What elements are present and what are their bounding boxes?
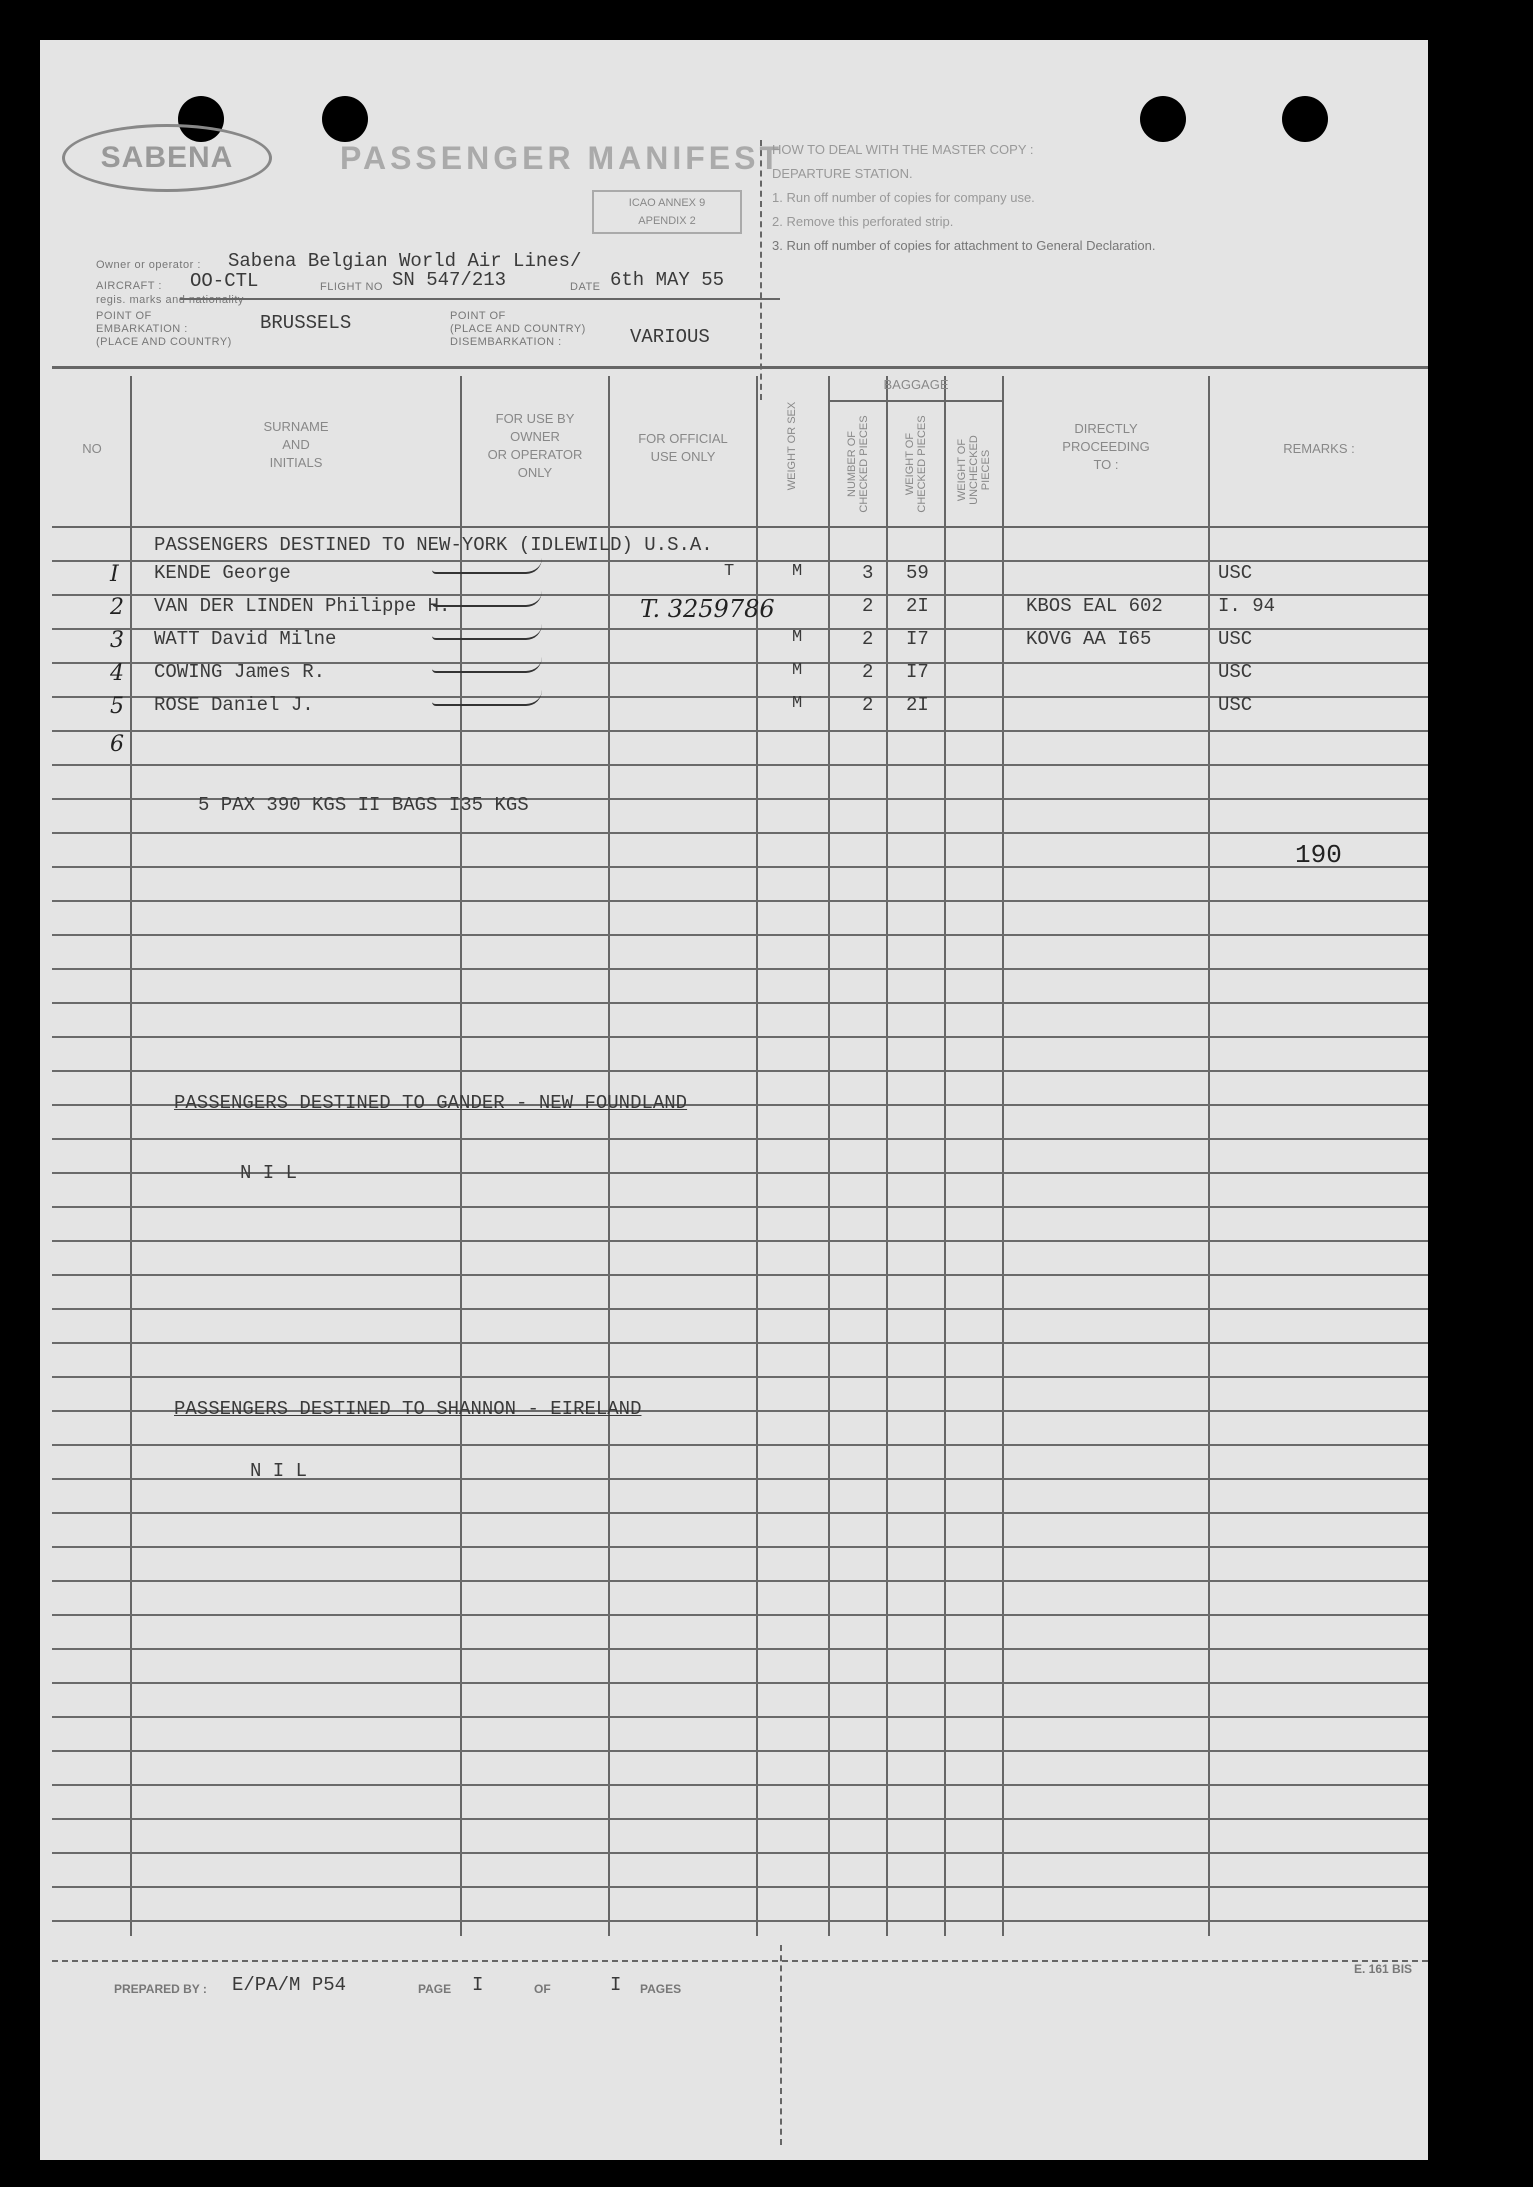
ruled-line (52, 1648, 1428, 1650)
col-proceeding-line: TO : (1093, 457, 1119, 472)
of-label: OF (534, 1982, 551, 1996)
passenger-name: WATT David Milne (154, 628, 337, 650)
checked-pieces: 2 (862, 661, 874, 683)
row-number: 4 (110, 661, 124, 686)
flight-label: FLIGHT NO (320, 281, 383, 293)
col-official-use (610, 430, 756, 466)
prepared-value: E/PA/M P54 (232, 1974, 347, 1996)
col-surname-line: AND (282, 437, 310, 452)
punch-hole (322, 96, 368, 142)
embark-label: (PLACE AND COUNTRY) (96, 336, 232, 348)
pen-check-mark (432, 657, 542, 673)
instructions (772, 138, 1155, 258)
instruction-item: 1. Run off number of copies for company use. (772, 190, 1035, 205)
ruled-line (52, 1716, 1428, 1718)
embark-label: POINT OF (96, 310, 152, 322)
ruled-line (52, 1750, 1428, 1752)
official-use: T (724, 562, 735, 581)
ruled-line (52, 1444, 1428, 1446)
ruled-line (52, 1614, 1428, 1616)
ruled-line (52, 1818, 1428, 1820)
pen-check-mark (432, 690, 542, 706)
instruction-item: 3. Run off number of copies for attachment to General Declaration. (772, 238, 1156, 253)
row-number: 5 (110, 694, 124, 719)
remarks-cell: USC (1218, 694, 1253, 716)
pen-check-mark (432, 624, 542, 640)
col-owner-use (462, 410, 608, 482)
sabena-logo: SABENA (62, 124, 272, 192)
col-proceeding-line: DIRECTLY (1074, 421, 1138, 436)
remarks-cell: USC (1218, 661, 1253, 683)
column-divider (130, 376, 132, 1936)
row-number: 3 (110, 628, 124, 653)
ruled-line (52, 1546, 1428, 1548)
punch-hole (1140, 96, 1186, 142)
annex-line-2: APENDIX 2 (638, 215, 696, 227)
ruled-line (52, 968, 1428, 970)
totals-line: 5 PAX 390 KGS II BAGS I35 KGS (198, 794, 529, 816)
remarks-cell: USC (1218, 562, 1253, 584)
owner-label: Owner or operator : (96, 259, 201, 271)
punch-hole (1282, 96, 1328, 142)
pen-check-mark (432, 558, 542, 574)
proceeding-to: KBOS EAL 602 (1026, 595, 1163, 617)
col-remarks: REMARKS : (1283, 441, 1355, 456)
disembark-label: (PLACE AND COUNTRY) (450, 323, 586, 335)
disembark-label: POINT OF (450, 310, 506, 322)
ruled-line (52, 1036, 1428, 1038)
ruled-line (52, 1138, 1428, 1140)
divider (180, 298, 780, 300)
table-top-border (52, 366, 1428, 369)
passenger-name: VAN DER LINDEN Philippe H. (154, 595, 451, 617)
flight-value: SN 547/213 (392, 269, 507, 291)
sex-cell: M (792, 694, 803, 713)
col-checked-weight: WEIGHT OF CHECKED PIECES (904, 415, 928, 513)
col-surname (132, 418, 460, 472)
ruled-line (52, 1376, 1428, 1378)
section-heading-newyork: PASSENGERS DESTINED TO NEW-YORK (IDLEWILD) U.S.A. (154, 534, 713, 556)
embark-label: EMBARKATION : (96, 323, 188, 335)
official-use: T. 3259786 (640, 595, 775, 623)
ruled-line (52, 1886, 1428, 1888)
proceeding-to: KOVG AA I65 (1026, 628, 1152, 650)
col-owner-line: OWNER (510, 429, 560, 444)
ruled-line (52, 1240, 1428, 1242)
date-label: DATE (570, 281, 601, 293)
annex-line-1: ICAO ANNEX 9 (628, 197, 706, 209)
of-value: I (610, 1974, 622, 1996)
col-unchecked-weight: WEIGHT OF UNCHECKED PIECES (956, 435, 992, 505)
col-sex: WEIGHT OR SEX (786, 401, 798, 491)
bottom-perforation (780, 1945, 782, 2145)
instructions-title: HOW TO DEAL WITH THE MASTER COPY : (772, 142, 1034, 157)
ruled-line (52, 1784, 1428, 1786)
checked-weight: 2I (906, 694, 929, 716)
ruled-line (52, 1920, 1428, 1922)
col-baggage: BAGGAGE (883, 377, 949, 392)
checked-pieces: 2 (862, 628, 874, 650)
page-title: PASSENGER MANIFEST (340, 140, 783, 176)
checked-pieces: 2 (862, 595, 874, 617)
ruled-line (52, 1002, 1428, 1004)
ruled-line (52, 1274, 1428, 1276)
footer-perforation (52, 1960, 1428, 1962)
ruled-line (52, 1342, 1428, 1344)
perforation (760, 140, 762, 400)
col-no: NO (82, 441, 102, 456)
section-heading-gander: PASSENGERS DESTINED TO GANDER - NEW FOUNDLAND (174, 1092, 688, 1114)
row-number: I (110, 562, 119, 587)
form-code: E. 161 BIS (1354, 1962, 1413, 1976)
passenger-name: KENDE George (154, 562, 291, 584)
row-number: 6 (110, 732, 124, 757)
ruled-line (52, 1512, 1428, 1514)
ruled-line (52, 900, 1428, 902)
regis-label: regis. marks and nationality (96, 294, 244, 306)
passenger-name: ROSE Daniel J. (154, 694, 314, 716)
col-owner-line: FOR USE BY (495, 411, 575, 426)
ruled-line (52, 1206, 1428, 1208)
margin-number: 190 (1295, 840, 1342, 870)
column-divider (1002, 376, 1004, 1936)
ruled-line (52, 832, 1428, 834)
aircraft-label: AIRCRAFT : (96, 280, 162, 292)
ruled-line (52, 764, 1428, 766)
row-number: 2 (110, 595, 124, 620)
ruled-line (52, 730, 1428, 732)
ruled-line (52, 1682, 1428, 1684)
ruled-line (52, 1308, 1428, 1310)
col-official-line: USE ONLY (650, 449, 716, 464)
checked-pieces: 3 (862, 562, 874, 584)
passenger-name: COWING James R. (154, 661, 326, 683)
baggage-divider (828, 400, 1002, 402)
owner-value: Sabena Belgian World Air Lines/ (228, 250, 582, 272)
col-proceeding-line: PROCEEDING (1062, 439, 1150, 454)
checked-weight: 2I (906, 595, 929, 617)
column-divider (828, 376, 830, 1936)
instruction-item: 2. Remove this perforated strip. (772, 214, 954, 229)
checked-weight: 59 (906, 562, 929, 584)
col-checked-pieces: NUMBER OF CHECKED PIECES (846, 415, 870, 513)
column-divider (1208, 376, 1210, 1936)
col-surname-line: INITIALS (269, 455, 323, 470)
pen-check-mark (432, 591, 542, 607)
ruled-line (52, 1580, 1428, 1582)
sex-cell: M (792, 562, 803, 581)
embark-value: BRUSSELS (260, 312, 352, 334)
remarks-cell: USC (1218, 628, 1253, 650)
page-value: I (472, 1974, 484, 1996)
col-surname-line: SURNAME (263, 419, 329, 434)
sex-cell: M (792, 661, 803, 680)
col-proceeding (1004, 420, 1208, 474)
manifest-page (40, 40, 1428, 2160)
date-value: 6th MAY 55 (610, 269, 725, 291)
col-owner-line: OR OPERATOR (487, 447, 583, 462)
section-heading-shannon: PASSENGERS DESTINED TO SHANNON - EIRELAND (174, 1398, 642, 1420)
remarks-cell: I. 94 (1218, 595, 1276, 617)
sex-cell: M (792, 628, 803, 647)
ruled-line (52, 1852, 1428, 1854)
ruled-line (52, 1070, 1428, 1072)
col-official-line: FOR OFFICIAL (638, 431, 728, 446)
disembark-label: DISEMBARKATION : (450, 336, 562, 348)
aircraft-value: OO-CTL (190, 270, 259, 292)
checked-pieces: 2 (862, 694, 874, 716)
instructions-subtitle: DEPARTURE STATION. (772, 166, 913, 181)
annex-box (592, 190, 742, 234)
column-divider (944, 376, 946, 1936)
shannon-nil: N I L (250, 1460, 308, 1482)
column-divider (608, 376, 610, 1936)
col-owner-line: ONLY (517, 465, 553, 480)
page-label: PAGE (418, 1982, 452, 1996)
disembark-value: VARIOUS (630, 326, 710, 348)
checked-weight: I7 (906, 661, 929, 683)
column-divider (460, 376, 462, 1936)
table-header-bottom (52, 526, 1428, 528)
checked-weight: I7 (906, 628, 929, 650)
pages-label: PAGES (640, 1982, 682, 1996)
gander-nil: N I L (240, 1162, 298, 1184)
ruled-line (52, 934, 1428, 936)
column-divider (886, 376, 888, 1936)
ruled-line (52, 866, 1428, 868)
prepared-label: PREPARED BY : (114, 1982, 207, 1996)
